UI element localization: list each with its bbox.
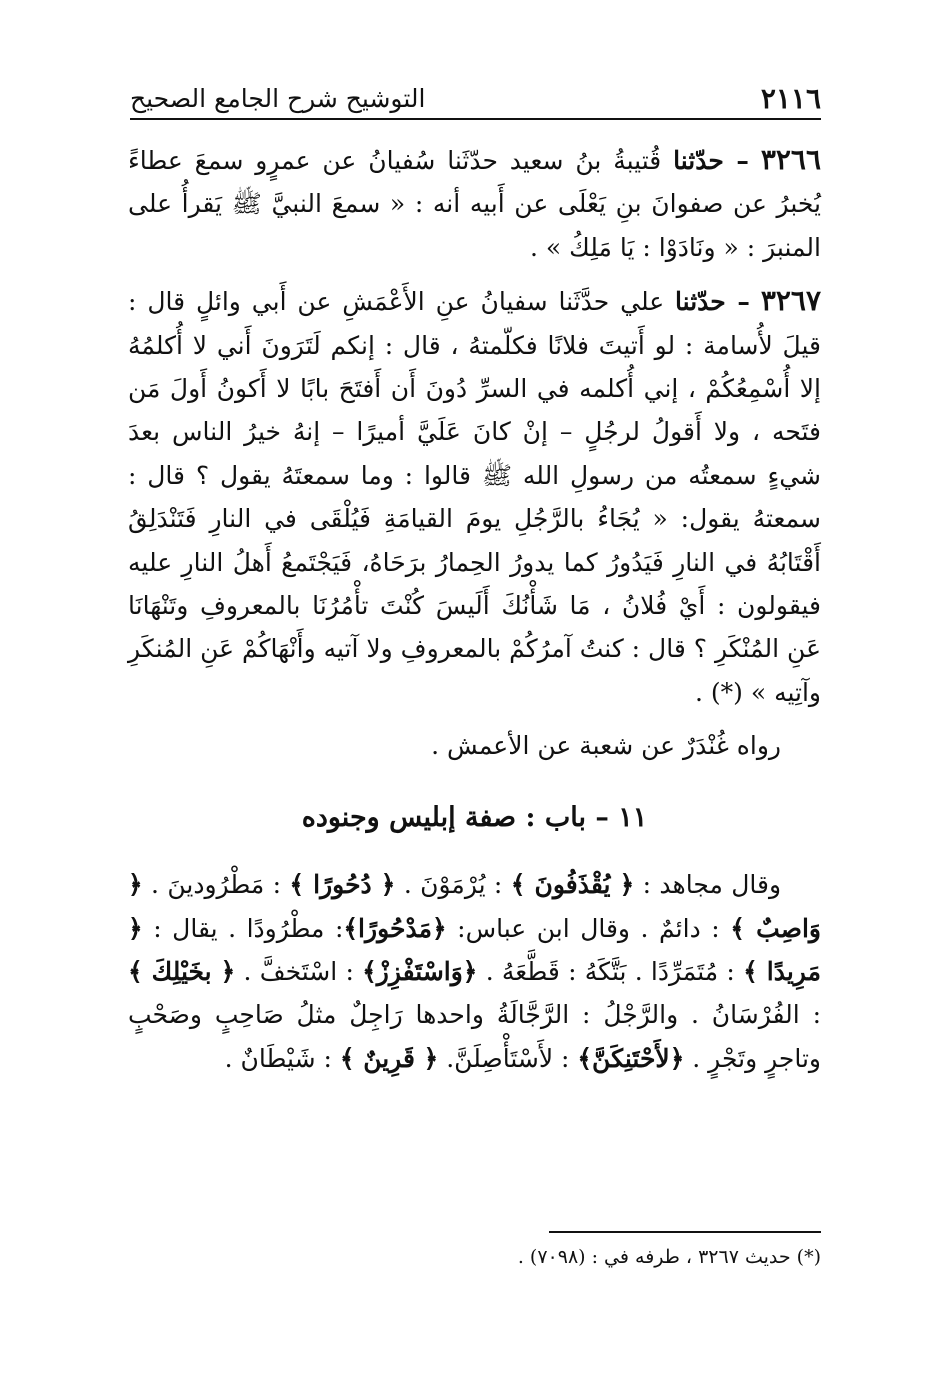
main-text xyxy=(128,138,821,1080)
footnote-divider xyxy=(549,1231,821,1233)
commentary-text: : يُرْمَوْنَ . xyxy=(395,870,511,900)
quran-word: ﴿ مَرِيدًا ﴾ xyxy=(128,913,821,986)
quran-word: ﴿مَدْحُورًا﴾ xyxy=(343,913,447,943)
quran-word: ﴿ وَاصِبٌ ﴾ xyxy=(128,870,821,943)
mujahid-commentary xyxy=(128,863,821,1080)
quran-word: ﴿ بخَيْلِكَ ﴾ xyxy=(128,956,236,986)
chapter-heading: ١١ – باب : صفة إبليس وجنوده xyxy=(301,801,648,833)
haddathana-keyword: حدّثنا xyxy=(675,287,726,317)
commentary-text: : مطْرُودًا . يقال : xyxy=(142,913,344,943)
footnote: (*) حديث ٣٢٦٧ ، طرفه في : (٧٠٩٨) . xyxy=(517,1246,821,1268)
commentary-text: : مَطْرُودينَ . xyxy=(142,870,290,900)
quran-word: ﴿ يُقْذَفُونَ ﴾ xyxy=(510,870,635,900)
hadith-3266: ٣٢٦٦ – حدّثنا قُتيبةُ بنُ سعيد حدّثَنا سُفيانُ عن عمرٍو سمعَ عطاءً يُخبرُ عن صفوانَ بنِ يَعْلَى عن أَبيه أنه : « سمعَ النبيَّ ﷺ يَقرأُ على المنبرَ : « ونَادَوْا : يَا مَلِكُ » . xyxy=(128,143,821,262)
hadith-text: علي حدَّثَنا سفيانُ عنِ الأَعْمَشِ عن أَبي وائلٍ قال : قيلَ لأُسامة : لو أَتيتَ فلانًا فكلّمتهُ ، قال : إنكم لَتَرَونَ أَني لا أُكلمُهُ إلا أُسْمِعُكُمْ ، إني أُكلمه في السرِّ دُونَ أَن أَفتَحَ بابًا لا أَكونُ أَولَ مَن فتَحه ، ولا أَقولُ لرجُلٍ – إنْ كانَ عَلَيَّ أميرًا – إنهُ خيرُ الناس بعدَ شيءٍ سمعتُه من رسولِ الله ﷺ قالوا : وما سمعتَهُ يقول ؟ قال : سمعتهُ يقول: « يُجَاءُ بالرَّجُلِ يومَ القيامَةِ فَيُلْقَى في النارِ فَتَنْدَلِقُ أَقْتَابُهُ في النارِ فَيَدُورُ كما يدورُ الحِمارُ برَحَاهُ، فَيَجْتَمعُ أَهلُ النارِ عليه فيقولون : أَيْ فُلانُ ، مَا شَأْنُكَ أَلَيسَ كُنْتَ تأْمُرُنَا بالمعروفِ وتَنْهَانَا عَنِ المُنْكَرِ ؟ قال : كنتُ آمرُكُمْ بالمعروفِ ولا آتيه وأَنْهَاكُمْ عَنِ المُنكَرِ وآتِيه » (*) . xyxy=(128,287,821,707)
commentary-text: وقال مجاهد : xyxy=(634,870,782,900)
commentary-text: : مُتَمَرِّدًا . بَتَّكَهُ : قَطَّعَهُ . xyxy=(477,956,744,986)
quran-word: ﴿وَاسْتَفْزِزْ﴾ xyxy=(362,956,478,986)
hadith-text: قُتيبةُ بنُ سعيد حدّثَنا سُفيانُ عن عمرٍو سمعَ عطاءً يُخبرُ عن صفوانَ بنِ يَعْلَى عن أَبيه أنه : « سمعَ النبيَّ ﷺ يَقرأُ على المنبرَ : « ونَادَوْا : يَا مَلِكُ » . xyxy=(128,146,821,262)
page-number: ٢١١٦ xyxy=(760,82,821,115)
commentary-text: : الفُرْسَانُ . والرَّجْلُ : الرَّجَّالَةُ واحدها رَاجِلٌ مثلُ صَاحِبٍ وصَحْبٍ وتاجرٍ وتَجْرٍ . xyxy=(128,1000,821,1073)
hadith-number: ٣٢٦٧ xyxy=(760,284,821,318)
commentary-text: : اسْتَخفَّ . xyxy=(235,956,363,986)
quran-word: ﴿ قَرِينٌ ﴾ xyxy=(339,1043,439,1073)
haddathana-keyword: حدّثنا xyxy=(673,146,724,175)
quran-word: ﴿لأَحْتَنِكَنَّ﴾ xyxy=(577,1043,685,1073)
hadith-number: ٣٢٦٦ xyxy=(760,143,821,176)
commentary-text: : شَيْطَانٌ . xyxy=(224,1043,340,1073)
quran-word: ﴿ دُحُورًا ﴾ xyxy=(289,870,396,900)
hadith-3267: ٣٢٦٧ – حدّثنا علي حدَّثَنا سفيانُ عنِ الأَعْمَشِ عن أَبي وائلٍ قال : قيلَ لأُسامة : لو أَتيتَ فلانًا فكلّمتهُ ، قال : إنكم لَتَرَونَ أَني لا أُكلمُهُ إلا أُسْمِعُكُمْ ، إني أُكلمه في السرِّ دُونَ أَن أَفتَحَ بابًا لا أَكونُ أَولَ مَن فتَحه ، ولا أَقولُ لرجُلٍ – إنْ كانَ عَلَيَّ أميرًا – إنهُ خيرُ الناس بعدَ شيءٍ سمعتُه من رسولِ الله ﷺ قالوا : وما سمعتَهُ يقول ؟ قال : سمعتهُ يقول: « يُجَاءُ بالرَّجُلِ يومَ القيامَةِ فَيُلْقَى في النارِ فَتَنْدَلِقُ أَقْتَابُهُ في النارِ فَيَدُورُ كما يدورُ الحِمارُ برَحَاهُ، فَيَجْتَمعُ أَهلُ النارِ عليه فيقولون : أَيْ فُلانُ ، مَا شَأْنُكَ أَلَيسَ كُنْتَ تأْمُرُنَا بالمعروفِ وتَنْهَانَا عَنِ المُنْكَرِ ؟ قال : كنتُ آمرُكُمْ بالمعروفِ ولا آتيه وأَنْهَاكُمْ عَنِ المُنكَرِ وآتِيه » (*) . xyxy=(128,284,821,707)
narration-note: رواه غُنْدَرٌ عن شعبة عن الأعمش . xyxy=(431,731,781,761)
running-title: التوشيح شرح الجامع الصحيح xyxy=(130,84,426,113)
commentary-text: : لأَسْتَأْصِلَنَّ. xyxy=(438,1043,578,1073)
commentary-text: : دائمٌ . وقال ابن عباس: xyxy=(446,913,731,943)
page-header xyxy=(130,78,821,120)
